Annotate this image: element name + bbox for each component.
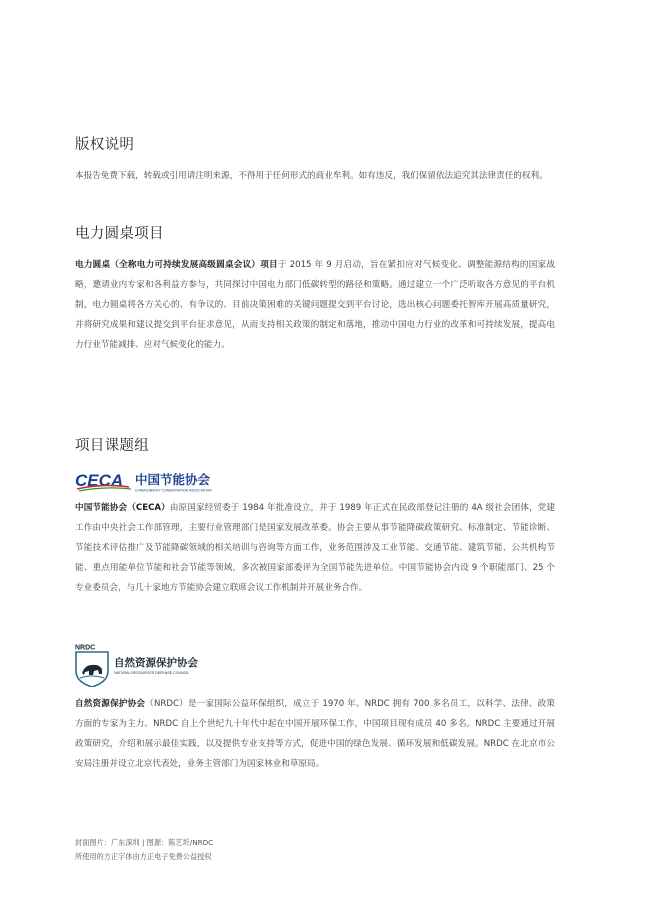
ceca-logo-cn: 中国节能协会 [135, 472, 211, 487]
roundtable-heading: 电力圆桌项目 [75, 226, 164, 242]
copyright-section [75, 133, 555, 186]
roundtable-lead: 电力圆桌（全称电力可持续发展高级圆桌会议）项目 [75, 260, 278, 270]
nrdc-text: （NRDC）是一家国际公益环保组织，成立于 1970 年。NRDC 拥有 700 多名员工，以科学、法律、政策方面的专家为主力。NRDC 自上个世纪九十年代中起在中国开展环保工作，中国项目现有成员 40 多名。NRDC 主要通过开展政策研究，介绍和展示最佳实践，以及提供专业支持等方式，促进中国的绿色发展、循环发展和低碳发展。NRDC 在北京市公安局注册并设立北京代表处，业务主管部门为国家林业和草原局。 [75, 699, 555, 769]
nrdc-lead: 自然资源保护协会 [75, 699, 146, 709]
ceca-lead: 中国节能协会（CECA） [75, 503, 170, 513]
ceca-text: 由原国家经贸委于 1984 年批准设立，并于 1989 年正式在民政部登记注册的 4A 级社会团体，党建工作由中央社会工作部管理，主要行业管理部门是国家发展改革委。协会主要从事节能降碳政策研究、标准制定、节能诊断、节能技术评估推广及节能降碳领域的相关培训与咨询等方面工作，业务范围涉及工业节能、交通节能、建筑节能、公共机构节能、重点用能单位节能和社会节能等领域，多次被国家部委评为全国节能先进单位。中国节能协会内设 9 个职能部门、25 个专业委员会，与几十家地方节能协会建立联席会议工作机制并开展业务合作。 [75, 503, 556, 593]
copyright-heading: 版权说明 [75, 137, 135, 153]
roundtable-section [75, 222, 555, 355]
ceca-logo [75, 470, 235, 494]
nrdc-body [75, 694, 555, 774]
nrdc-logo-cn: 自然资源保护协会 [114, 657, 198, 669]
nrdc-logo-mark [75, 643, 235, 687]
nrdc-logo-latin: NRDC [75, 644, 96, 652]
roundtable-body [75, 255, 555, 355]
footer-font-license: 所使用的方正字体由方正电子免费公益授权 [75, 852, 212, 861]
footer [75, 836, 213, 864]
ceca-logo-latin: CECA [75, 471, 124, 490]
project-group-heading: 项目课题组 [75, 438, 149, 454]
roundtable-text: 于 2015 年 9 月启动，旨在紧扣应对气候变化、调整能源结构的国家战略，邀请业内专家和各利益方参与，共同探讨中国电力部门低碳转型的路径和策略。通过建立一个广泛听取各方意见的平台机制，电力圆桌将各方关心的、有争议的、目前决策困难的关键问题提交到平台讨论，选出核心问题委托智库开展高质量研究，并将研究成果和建议提交到平台征求意见，从而支持相关政策的制定和落地，推动中国电力行业的改革和可持续发展，提高电力行业节能减排、应对气候变化的能力。 [75, 260, 555, 350]
nrdc-logo [75, 643, 235, 687]
nrdc-wave-icon [80, 676, 104, 678]
ceca-logo-mark [75, 470, 235, 494]
ceca-body [75, 498, 555, 598]
nrdc-section [75, 694, 555, 774]
ceca-logo-en: CHINA ENERGY CONSERVATION ASSOCIATION [135, 488, 212, 493]
copyright-body: 本报告免费下载，转载或引用请注明来源，不得用于任何形式的商业牟利。如有违反，我们保留依法追究其法律责任的权利。 [75, 171, 548, 181]
polar-bear-icon [82, 665, 102, 675]
project-group-section [75, 434, 555, 455]
ceca-section [75, 498, 555, 598]
footer-cover-credit: 封面图片：广东深圳 | 图源：陈艺圻/NRDC [75, 838, 214, 847]
nrdc-logo-en: NATURAL RESOURCES DEFENSE COUNCIL [114, 671, 190, 675]
